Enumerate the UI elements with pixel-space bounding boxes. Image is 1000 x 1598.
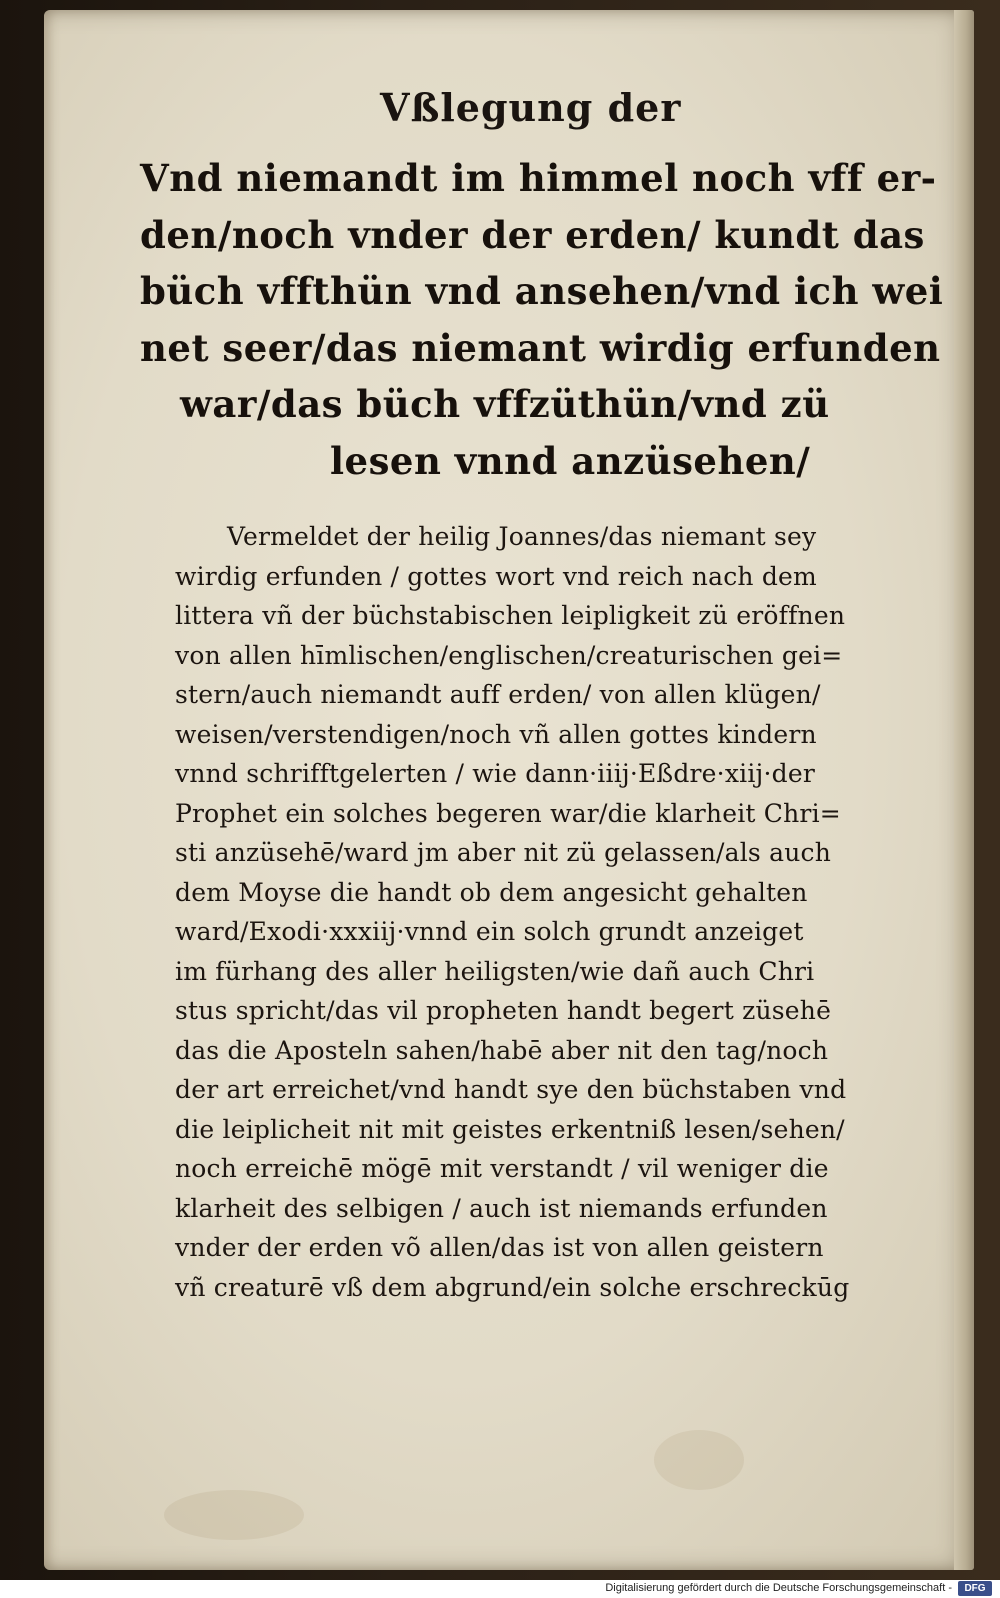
commentary-line: Prophet ein solches begeren war/die klarheit Chri= xyxy=(175,798,841,828)
page-edge xyxy=(954,10,974,1570)
verse-line: war/das büch vffzüthün/vnd zü xyxy=(180,382,830,426)
paper-stain xyxy=(654,1430,744,1490)
commentary-line: vñ creaturē vß dem abgrund/ein solche erschreckūg xyxy=(175,1272,850,1302)
commentary-line: stus spricht/das vil propheten handt begert züsehē xyxy=(175,996,832,1025)
commentary-line: klarheit des selbigen / auch ist niemands erfunden xyxy=(175,1193,828,1223)
footer-credit: Digitalisierung gefördert durch die Deutsche Forschungsgemeinschaft - xyxy=(605,1582,952,1594)
verse-block xyxy=(140,150,944,489)
commentary-line: der art erreichet/vnd handt sye den büchstaben vnd xyxy=(175,1075,847,1104)
commentary-line: das die Aposteln sahen/habē aber nit den tag/noch xyxy=(175,1035,829,1065)
commentary-line: die leiplicheit nit mit geistes erkentniß lesen/sehen/ xyxy=(175,1114,845,1144)
verse-line: büch vffthün vnd ansehen/vnd ich wei xyxy=(140,269,944,313)
commentary-line: ward/Exodi·xxxiij·vnnd ein solch grundt anzeiget xyxy=(175,917,804,946)
commentary-line: littera vñ der büchstabischen leipligkeit zü eröffnen xyxy=(175,601,846,630)
commentary-line: im fürhang des aller heiligsten/wie dañ auch Chri xyxy=(175,956,815,986)
commentary-block xyxy=(175,517,925,1307)
verse-line: den/noch vnder der erden/ kundt das xyxy=(140,212,925,257)
commentary-line: stern/auch niemandt auff erden/ von allen klügen/ xyxy=(175,680,821,709)
commentary-line: wirdig erfunden / gottes wort vnd reich nach dem xyxy=(175,561,817,591)
commentary-line: dem Moyse die handt ob dem angesicht gehalten xyxy=(175,877,808,907)
commentary-line: weisen/verstendigen/noch vñ allen gottes kindern xyxy=(175,719,817,749)
commentary-line: von allen hīmlischen/englischen/creaturischen gei= xyxy=(175,640,843,670)
verse-line: net seer/das niemant wirdig erfunden xyxy=(140,325,941,370)
dfg-logo: DFG xyxy=(958,1581,992,1596)
verse-line: Vnd niemandt im himmel noch vff er- xyxy=(140,156,937,200)
commentary-line: sti anzüsehē/ward jm aber nit zü gelassen/als auch xyxy=(175,838,832,867)
paper-stain xyxy=(164,1490,304,1540)
commentary-line: noch erreichē mögē mit verstandt / vil weniger die xyxy=(175,1154,829,1183)
commentary-line: vnnd schrifftgelerten / wie dann·iiij·Eßdre·xiij·der xyxy=(175,759,815,788)
commentary-line: vnder der erden võ allen/das ist von allen geistern xyxy=(175,1233,824,1262)
commentary-line: Vermeldet der heilig Joannes/das niemant sey xyxy=(227,522,817,551)
running-head: Vßlegung der xyxy=(380,85,682,130)
verse-line: lesen vnnd anzüsehen/ xyxy=(330,438,811,483)
